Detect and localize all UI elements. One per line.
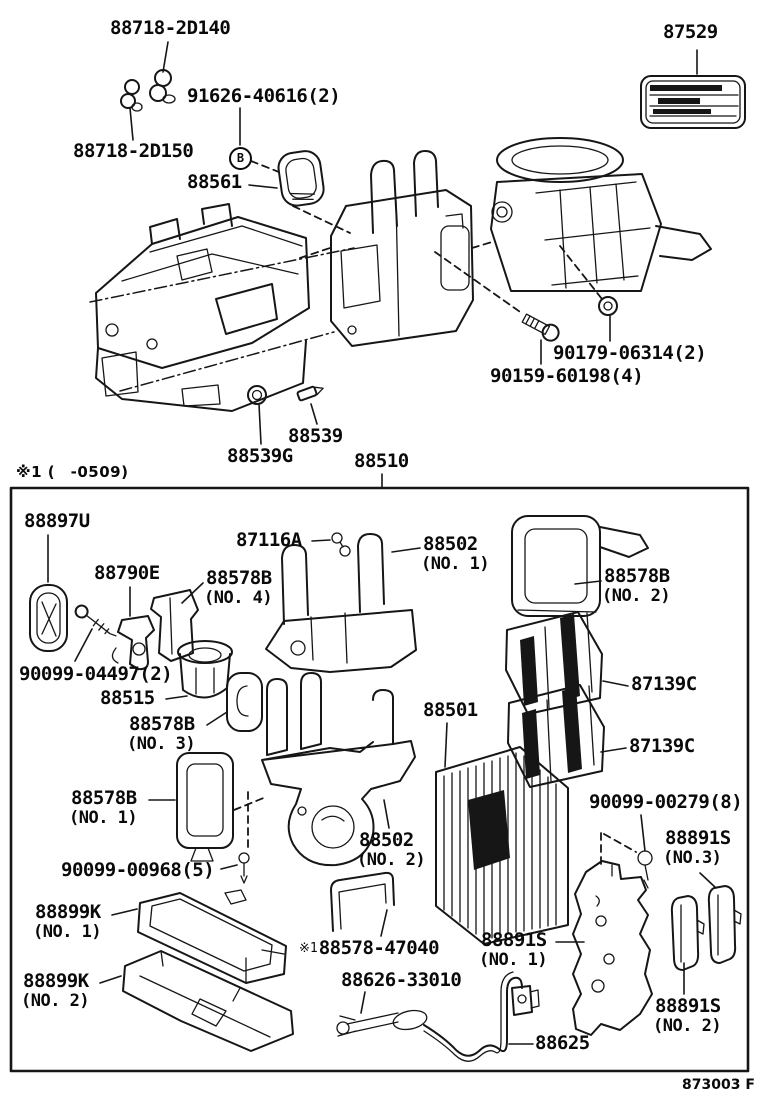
- part-number-suffix: (NO. 2): [357, 849, 426, 870]
- part-number: 90099-00968(5): [61, 859, 215, 881]
- part-label-87529: [663, 22, 718, 43]
- part-number-suffix: (NO. 1): [479, 949, 548, 970]
- part-label-88501: [423, 700, 478, 721]
- part-number: 88718-2D150: [73, 140, 194, 162]
- part-number: 88539: [288, 425, 343, 447]
- part-number: 88539G: [227, 445, 293, 467]
- part-number-suffix: (NO. 1): [421, 553, 490, 574]
- part-label-90099-00279-8: [589, 792, 742, 813]
- part-label-88718-2d140: [110, 18, 230, 39]
- part-number-suffix: (NO. 2): [653, 1015, 722, 1036]
- part-number: 87139C: [631, 673, 697, 695]
- part-label-88626-33010: [341, 970, 461, 991]
- part-number: 87139C: [629, 735, 695, 757]
- part-number-suffix: (NO. 1): [33, 921, 102, 942]
- part-label-88502-no-2: [359, 830, 425, 870]
- part-number: 88891S: [481, 929, 547, 951]
- part-number: 88515: [100, 687, 155, 709]
- part-number: 88897U: [24, 510, 90, 532]
- part-number-suffix: (NO. 4): [204, 587, 273, 608]
- part-label-88539: [288, 426, 343, 447]
- part-number: 87529: [663, 21, 718, 43]
- part-number: 88891S: [665, 827, 731, 849]
- part-label-88578-47040: [299, 938, 439, 959]
- part-number: 90159-60198(4): [490, 365, 644, 387]
- part-label-88790e: [94, 563, 160, 584]
- part-number: 88578B: [206, 567, 272, 589]
- part-number-suffix: (NO. 3): [127, 733, 196, 754]
- part-label-88899k-no-2: [23, 971, 89, 1011]
- part-number: 88578B: [129, 713, 195, 735]
- part-number-suffix: (NO. 2): [602, 585, 671, 606]
- part-number: 88891S: [655, 995, 721, 1017]
- part-number: 88502: [359, 829, 414, 851]
- part-number: 87116A: [236, 529, 302, 551]
- part-label-88510: [354, 451, 409, 472]
- part-label-90159-60198-4: [490, 366, 643, 387]
- figure-code: 873003 F: [682, 1077, 755, 1093]
- part-number: 88899K: [35, 901, 101, 923]
- part-label-88539g: [227, 446, 293, 467]
- part-label-88502-no-1: [423, 534, 489, 574]
- part-number: 90099-00279(8): [589, 791, 743, 813]
- part-label-88625: [535, 1033, 590, 1054]
- part-number: B: [236, 150, 245, 165]
- part-number: 88790E: [94, 562, 160, 584]
- part-label-87139c: [629, 736, 695, 757]
- part-label-88578b-no-1: [71, 788, 137, 828]
- part-number: 88501: [423, 699, 478, 721]
- part-label-prefix: ※1: [299, 941, 318, 956]
- part-number: 90099-04497(2): [19, 663, 173, 685]
- part-number: 90179-06314(2): [553, 342, 707, 364]
- part-label-88561: [187, 172, 242, 193]
- part-label-88578b-no-4: [206, 568, 272, 608]
- part-number: 88578B: [71, 787, 137, 809]
- part-number: 88510: [354, 450, 409, 472]
- part-label-88718-2d150: [73, 141, 193, 162]
- part-label-87139c: [631, 674, 697, 695]
- part-label-b: [229, 147, 252, 170]
- part-number: 88718-2D140: [110, 17, 231, 39]
- part-number: 88502: [423, 533, 478, 555]
- part-label-88891s-no-3: [665, 828, 731, 868]
- part-label-90179-06314-2: [553, 343, 706, 364]
- part-label-90099-00968-5: [61, 860, 214, 881]
- part-label-88515: [100, 688, 155, 709]
- part-number-suffix: (NO. 1): [69, 807, 138, 828]
- part-label-90099-04497-2: [19, 664, 172, 685]
- part-number: 88578B: [604, 565, 670, 587]
- part-label-88899k-no-1: [35, 902, 101, 942]
- part-number: 88626-33010: [341, 969, 462, 991]
- part-label-88891s-no-1: [481, 930, 547, 970]
- part-number-suffix: (NO.3): [663, 847, 722, 868]
- part-label-88897u: [24, 511, 90, 532]
- part-number: 88625: [535, 1032, 590, 1054]
- part-number: 91626-40616(2): [187, 85, 341, 107]
- part-label-88891s-no-2: [655, 996, 721, 1036]
- part-number: 88561: [187, 171, 242, 193]
- part-label-91626-40616-2: [187, 86, 340, 107]
- part-number: 88899K: [23, 970, 89, 992]
- part-label-88578b-no-2: [604, 566, 670, 606]
- variant-note: ※1 ( -0509): [16, 463, 129, 481]
- part-number-suffix: (NO. 2): [21, 990, 90, 1011]
- part-label-87116a: [236, 530, 302, 551]
- part-number: 88578-47040: [318, 937, 440, 959]
- part-label-88578b-no-3: [129, 714, 195, 754]
